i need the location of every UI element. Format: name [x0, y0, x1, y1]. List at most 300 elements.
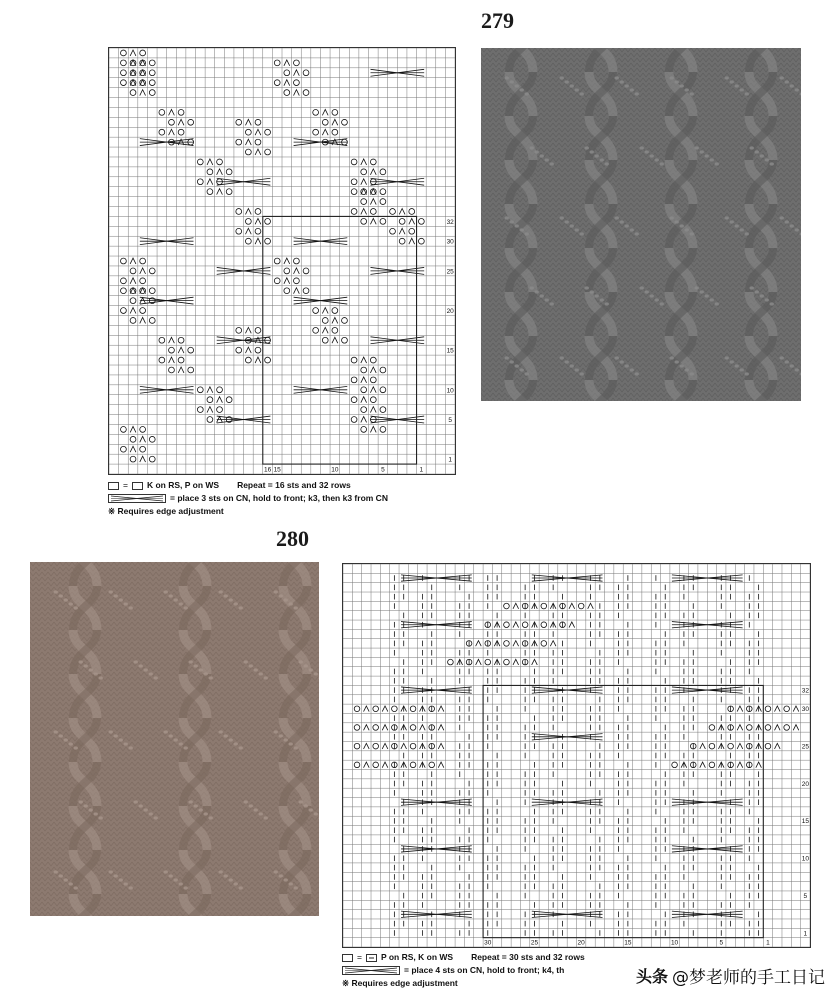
yarn-over-symbol	[361, 407, 367, 413]
yarn-over-symbol	[274, 80, 280, 86]
decrease-symbol	[399, 208, 405, 214]
yarn-over-symbol	[236, 228, 242, 234]
yarn-over-symbol	[265, 357, 271, 363]
knit-symbol-icon	[108, 482, 119, 490]
decrease-symbol	[382, 762, 388, 768]
decrease-symbol	[793, 706, 799, 712]
row-number: 5	[448, 416, 453, 424]
decrease-symbol	[294, 90, 300, 96]
yarn-over-symbol	[342, 119, 348, 125]
stitch-number: 1	[419, 466, 424, 474]
decrease-symbol	[737, 743, 743, 749]
yarn-over-symbol	[784, 706, 790, 712]
yarn-over-symbol	[197, 179, 203, 185]
decrease-symbol	[364, 706, 370, 712]
decrease-symbol	[294, 288, 300, 294]
decrease-symbol	[332, 317, 338, 323]
yarn-over-symbol	[370, 209, 376, 215]
yarn-over-symbol	[149, 60, 155, 66]
decrease-symbol	[217, 169, 223, 175]
decrease-symbol	[130, 426, 136, 432]
yarn-over-symbol	[448, 659, 454, 665]
yarn-over-symbol	[159, 129, 165, 135]
yarn-over-symbol	[354, 762, 360, 768]
yarn-over-symbol	[121, 50, 127, 56]
yarn-over-symbol	[504, 622, 510, 628]
row-number: 32	[446, 218, 454, 226]
decrease-symbol	[364, 725, 370, 731]
watermark	[636, 963, 825, 988]
yarn-over-symbol	[236, 209, 242, 215]
decrease-symbol	[169, 357, 175, 363]
yarn-over-symbol	[361, 367, 367, 373]
yarn-over-symbol	[140, 278, 146, 284]
yarn-over-symbol	[284, 288, 290, 294]
decrease-symbol	[382, 706, 388, 712]
yarn-over-symbol	[236, 327, 242, 333]
yarn-over-symbol	[255, 139, 261, 145]
legend-purl-row	[342, 951, 585, 964]
decrease-symbol	[370, 426, 376, 432]
decrease-symbol	[409, 238, 415, 244]
decrease-symbol	[255, 357, 261, 363]
yarn-over-symbol	[504, 659, 510, 665]
yarn-over-symbol	[332, 308, 338, 314]
decrease-symbol	[178, 347, 184, 353]
decrease-symbol	[255, 238, 261, 244]
yarn-over-symbol	[370, 397, 376, 403]
yarn-over-symbol	[121, 80, 127, 86]
yarn-over-symbol	[245, 238, 251, 244]
yarn-over-symbol	[236, 139, 242, 145]
yarn-over-symbol	[159, 357, 165, 363]
decrease-symbol	[245, 139, 251, 145]
stitch-number: 1	[766, 939, 770, 947]
yarn-over-symbol	[351, 397, 357, 403]
yarn-over-symbol	[373, 725, 379, 731]
yarn-over-symbol	[265, 129, 271, 135]
legend-cable-row	[342, 964, 585, 977]
decrease-symbol	[361, 159, 367, 165]
yarn-over-symbol	[149, 70, 155, 76]
yarn-over-symbol	[121, 278, 127, 284]
yarn-over-symbol	[255, 327, 261, 333]
legend-cable-text: = place 4 sts on CN, hold to front; k4, th	[404, 965, 565, 975]
yarn-over-symbol	[351, 179, 357, 185]
decrease-symbol	[569, 622, 575, 628]
decrease-symbol	[255, 149, 261, 155]
yarn-over-symbol	[217, 159, 223, 165]
purl-box-icon	[366, 954, 377, 962]
decrease-symbol	[322, 308, 328, 314]
stitch-number: 25	[530, 939, 539, 947]
yarn-over-symbol	[392, 706, 398, 712]
pattern-279-swatch-texture	[481, 48, 801, 401]
row-number: 1	[803, 930, 808, 938]
yarn-over-symbol	[380, 367, 386, 373]
stitch-number: 10	[670, 939, 679, 947]
yarn-over-symbol	[130, 298, 136, 304]
decrease-symbol	[737, 762, 743, 768]
decrease-symbol	[130, 446, 136, 452]
yarn-over-symbol	[370, 159, 376, 165]
yarn-over-symbol	[178, 337, 184, 343]
row-number: 20	[801, 780, 809, 788]
stitch-number: 15	[273, 466, 281, 474]
stitch-number: 5	[719, 939, 724, 947]
legend-knit-text: K on RS, P on WS	[146, 480, 220, 490]
yarn-over-symbol	[541, 641, 547, 647]
yarn-over-symbol	[169, 347, 175, 353]
yarn-over-symbol	[578, 603, 584, 609]
pattern-279-swatch-photo	[481, 48, 801, 401]
yarn-over-symbol	[351, 377, 357, 383]
yarn-over-symbol	[354, 743, 360, 749]
yarn-over-symbol	[207, 169, 213, 175]
yarn-over-symbol	[274, 278, 280, 284]
yarn-over-symbol	[380, 218, 386, 224]
yarn-over-symbol	[672, 762, 678, 768]
decrease-symbol	[207, 407, 213, 413]
yarn-over-symbol	[410, 743, 416, 749]
decrease-symbol	[255, 218, 261, 224]
decrease-symbol	[370, 367, 376, 373]
yarn-over-symbol	[746, 725, 752, 731]
yarn-over-symbol	[274, 60, 280, 66]
yarn-over-symbol	[121, 308, 127, 314]
decrease-symbol	[130, 50, 136, 56]
yarn-over-symbol	[197, 387, 203, 393]
yarn-over-symbol	[149, 288, 155, 294]
decrease-symbol	[370, 199, 376, 205]
legend-note-row	[108, 505, 388, 518]
decrease-symbol	[361, 417, 367, 423]
row-number: 30	[801, 706, 809, 714]
decrease-symbol	[550, 641, 556, 647]
decrease-symbol	[361, 397, 367, 403]
decrease-symbol	[322, 129, 328, 135]
decrease-symbol	[332, 119, 338, 125]
yarn-over-symbol	[373, 762, 379, 768]
decrease-symbol	[322, 327, 328, 333]
legend-equals: =	[357, 952, 362, 962]
yarn-over-symbol	[370, 357, 376, 363]
yarn-over-symbol	[361, 199, 367, 205]
yarn-over-symbol	[130, 70, 136, 76]
yarn-over-symbol	[140, 80, 146, 86]
decrease-symbol	[284, 60, 290, 66]
yarn-over-symbol	[322, 337, 328, 343]
decrease-symbol	[140, 456, 146, 462]
row-number: 20	[446, 308, 454, 316]
yarn-over-symbol	[245, 218, 251, 224]
yarn-over-symbol	[351, 159, 357, 165]
yarn-over-symbol	[380, 199, 386, 205]
decrease-symbol	[284, 80, 290, 86]
decrease-symbol	[370, 169, 376, 175]
yarn-over-symbol	[429, 762, 435, 768]
yarn-over-symbol	[265, 149, 271, 155]
yarn-over-symbol	[140, 446, 146, 452]
decrease-symbol	[245, 327, 251, 333]
decrease-symbol	[513, 641, 519, 647]
yarn-over-symbol	[380, 427, 386, 433]
yarn-over-symbol	[178, 129, 184, 135]
decrease-symbol	[178, 119, 184, 125]
yarn-over-symbol	[351, 417, 357, 423]
yarn-over-symbol	[140, 288, 146, 294]
pattern-279-chart	[108, 47, 456, 475]
pattern-280-swatch-photo	[30, 562, 319, 916]
yarn-over-symbol	[121, 258, 127, 264]
stitch-number: 10	[331, 466, 339, 474]
yarn-over-symbol	[765, 725, 771, 731]
decrease-symbol	[382, 743, 388, 749]
decrease-symbol	[775, 706, 781, 712]
yarn-over-symbol	[504, 641, 510, 647]
yarn-over-symbol	[313, 110, 319, 116]
yarn-over-symbol	[169, 119, 175, 125]
row-number: 10	[446, 387, 454, 395]
toutiao-logo-icon: 头条	[635, 967, 668, 986]
yarn-over-symbol	[197, 159, 203, 165]
yarn-over-symbol	[485, 659, 491, 665]
yarn-over-symbol	[390, 228, 396, 234]
yarn-over-symbol	[294, 80, 300, 86]
yarn-over-symbol	[294, 258, 300, 264]
yarn-over-symbol	[121, 60, 127, 66]
decrease-symbol	[245, 347, 251, 353]
yarn-over-symbol	[765, 706, 771, 712]
decrease-symbol	[737, 706, 743, 712]
pattern-279-legend	[108, 479, 388, 518]
yarn-over-symbol	[332, 129, 338, 135]
row-number: 30	[446, 238, 454, 246]
yarn-over-symbol	[130, 318, 136, 324]
yarn-over-symbol	[236, 119, 242, 125]
decrease-symbol	[438, 743, 444, 749]
decrease-symbol	[569, 603, 575, 609]
yarn-over-symbol	[541, 603, 547, 609]
decrease-symbol	[245, 228, 251, 234]
yarn-over-symbol	[149, 436, 155, 442]
yarn-over-symbol	[373, 743, 379, 749]
yarn-over-symbol	[313, 129, 319, 135]
legend-note-text: ※ Requires edge adjustment	[108, 506, 224, 516]
row-number: 15	[801, 818, 809, 826]
decrease-symbol	[245, 119, 251, 125]
yarn-over-symbol	[410, 725, 416, 731]
yarn-over-symbol	[140, 50, 146, 56]
yarn-over-symbol	[140, 308, 146, 314]
legend-cable-text: = place 3 sts on CN, hold to front; k3, then k3 from CN	[170, 493, 388, 503]
decrease-symbol	[737, 725, 743, 731]
decrease-symbol	[775, 743, 781, 749]
stitch-number: 20	[577, 939, 585, 947]
decrease-symbol	[294, 70, 300, 76]
yarn-over-symbol	[313, 308, 319, 314]
yarn-over-symbol	[130, 90, 136, 96]
decrease-symbol	[140, 317, 146, 323]
decrease-symbol	[284, 258, 290, 264]
yarn-over-symbol	[303, 288, 309, 294]
yarn-over-symbol	[130, 268, 136, 274]
row-number: 15	[446, 347, 454, 355]
pattern-280-legend	[342, 951, 585, 990]
yarn-over-symbol	[159, 337, 165, 343]
yarn-over-symbol	[409, 228, 415, 234]
row-number: 10	[801, 855, 809, 863]
yarn-over-symbol	[303, 268, 309, 274]
decrease-symbol	[140, 268, 146, 274]
yarn-over-symbol	[169, 367, 175, 373]
yarn-over-symbol	[197, 407, 203, 413]
decrease-symbol	[775, 725, 781, 731]
legend-repeat-text: Repeat = 16 sts and 32 rows	[237, 480, 351, 490]
decrease-symbol	[245, 208, 251, 214]
decrease-symbol	[756, 762, 762, 768]
yarn-over-symbol	[354, 725, 360, 731]
decrease-symbol	[513, 659, 519, 665]
yarn-over-symbol	[130, 436, 136, 442]
yarn-over-symbol	[226, 397, 232, 403]
yarn-over-symbol	[265, 218, 271, 224]
yarn-over-symbol	[245, 129, 251, 135]
yarn-over-symbol	[380, 169, 386, 175]
yarn-over-symbol	[361, 427, 367, 433]
yarn-over-symbol	[245, 149, 251, 155]
yarn-over-symbol	[418, 238, 424, 244]
yarn-over-symbol	[380, 407, 386, 413]
row-number: 25	[446, 268, 454, 276]
decrease-symbol	[513, 622, 519, 628]
decrease-symbol	[370, 218, 376, 224]
decrease-symbol	[793, 725, 799, 731]
yarn-over-symbol	[322, 318, 328, 324]
decrease-symbol	[169, 337, 175, 343]
yarn-over-symbol	[409, 209, 415, 215]
yarn-over-symbol	[361, 387, 367, 393]
yarn-over-symbol	[217, 407, 223, 413]
yarn-over-symbol	[149, 80, 155, 86]
yarn-over-symbol	[373, 706, 379, 712]
yarn-over-symbol	[149, 90, 155, 96]
row-number: 5	[803, 892, 808, 900]
pattern-280-chart	[342, 563, 811, 948]
decrease-symbol	[370, 387, 376, 393]
legend-cable-row	[108, 492, 388, 505]
decrease-symbol	[382, 725, 388, 731]
yarn-over-symbol	[332, 327, 338, 333]
decrease-symbol	[207, 159, 213, 165]
decrease-symbol	[140, 90, 146, 96]
legend-purl-text: P on RS, K on WS	[380, 952, 454, 962]
yarn-over-symbol	[178, 110, 184, 116]
yarn-over-symbol	[178, 357, 184, 363]
yarn-over-symbol	[149, 268, 155, 274]
legend-note-text: ※ Requires edge adjustment	[342, 978, 458, 988]
yarn-over-symbol	[217, 387, 223, 393]
decrease-symbol	[332, 337, 338, 343]
decrease-symbol	[140, 436, 146, 442]
yarn-over-symbol	[188, 347, 194, 353]
yarn-over-symbol	[361, 189, 367, 195]
decrease-symbol	[207, 179, 213, 185]
yarn-over-symbol	[284, 268, 290, 274]
yarn-over-symbol	[207, 397, 213, 403]
decrease-symbol	[169, 109, 175, 115]
yarn-over-symbol	[226, 169, 232, 175]
yarn-over-symbol	[303, 90, 309, 96]
yarn-over-symbol	[361, 218, 367, 224]
yarn-over-symbol	[226, 189, 232, 195]
stitch-number: 15	[624, 939, 632, 947]
yarn-over-symbol	[313, 327, 319, 333]
yarn-over-symbol	[418, 218, 424, 224]
pattern-280-number: 280	[276, 526, 309, 551]
yarn-over-symbol	[284, 90, 290, 96]
decrease-symbol	[532, 659, 538, 665]
yarn-over-symbol	[390, 209, 396, 215]
pattern-280-grid	[343, 564, 810, 947]
pattern-279-number: 279	[481, 8, 514, 33]
yarn-over-symbol	[380, 387, 386, 393]
decrease-symbol	[130, 308, 136, 314]
yarn-over-symbol	[121, 427, 127, 433]
yarn-over-symbol	[709, 762, 715, 768]
legend-note-row	[342, 977, 585, 990]
yarn-over-symbol	[342, 337, 348, 343]
decrease-symbol	[322, 109, 328, 115]
knit-box-icon	[132, 482, 143, 490]
yarn-over-symbol	[149, 318, 155, 324]
yarn-over-symbol	[255, 119, 261, 125]
decrease-symbol	[284, 278, 290, 284]
decrease-symbol	[361, 357, 367, 363]
legend-knit-row	[108, 479, 388, 492]
row-number: 1	[448, 456, 453, 464]
yarn-over-symbol	[504, 603, 510, 609]
yarn-over-symbol	[255, 209, 261, 215]
yarn-over-symbol	[255, 347, 261, 353]
yarn-over-symbol	[188, 367, 194, 373]
decrease-symbol	[370, 407, 376, 413]
yarn-over-symbol	[140, 427, 146, 433]
yarn-over-symbol	[709, 743, 715, 749]
decrease-symbol	[513, 603, 519, 609]
pattern-280-swatch-texture	[30, 562, 319, 916]
yarn-over-symbol	[274, 258, 280, 264]
decrease-symbol	[409, 218, 415, 224]
decrease-symbol	[700, 743, 706, 749]
decrease-symbol	[476, 641, 482, 647]
decrease-symbol	[178, 367, 184, 373]
yarn-over-symbol	[140, 60, 146, 66]
decrease-symbol	[401, 743, 407, 749]
decrease-symbol	[438, 725, 444, 731]
yarn-over-symbol	[121, 70, 127, 76]
decrease-symbol	[364, 743, 370, 749]
yarn-over-symbol	[121, 288, 127, 294]
watermark-handle: @梦老师的手工日记	[672, 968, 825, 988]
purl-symbol-icon	[342, 954, 353, 962]
legend-repeat-text: Repeat = 30 sts and 32 rows	[471, 952, 585, 962]
yarn-over-symbol	[265, 238, 271, 244]
yarn-over-symbol	[322, 119, 328, 125]
decrease-symbol	[255, 129, 261, 135]
yarn-over-symbol	[255, 228, 261, 234]
yarn-over-symbol	[140, 258, 146, 264]
